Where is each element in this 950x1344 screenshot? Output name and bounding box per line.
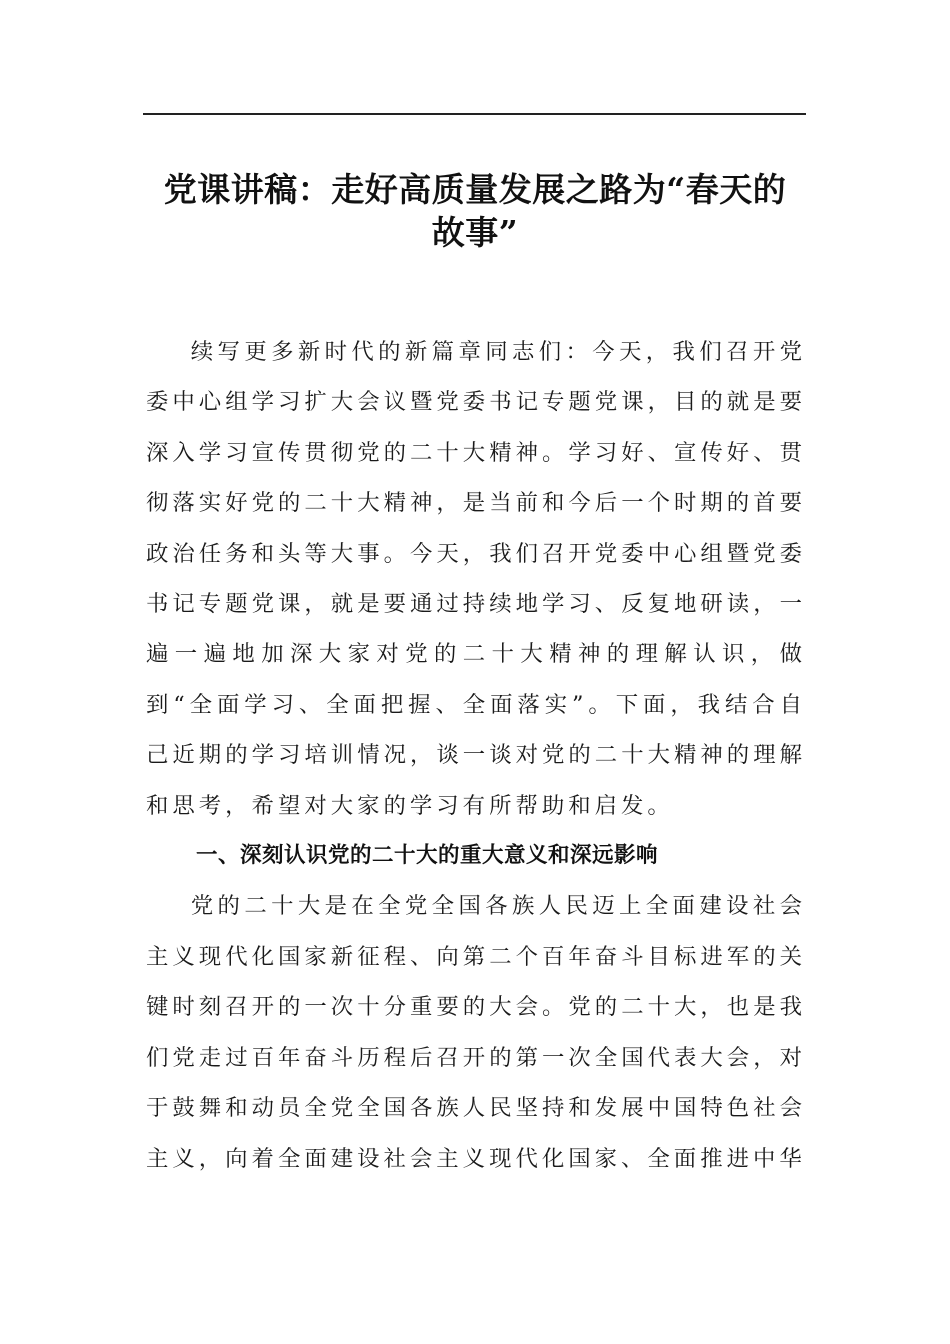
document-body xyxy=(146,327,806,1184)
section-paragraph: 党的二十大是在全党全国各族人民迈上全面建设社会主义现代化国家新征程、向第二个百年奋斗目标进军的关键时刻召开的一次十分重要的大会。党的二十大，也是我们党走过百年奋斗历程后召开的第一次全国代表大会，对于鼓舞和动员全党全国各族人民坚持和发展中国特色社会主义，向着全面建设社会主义现代化国家、全面推进中华 xyxy=(146,893,806,1172)
document-title: 党课讲稿：走好高质量发展之路为“春天的故事” xyxy=(163,170,787,252)
header-rule xyxy=(143,113,806,115)
intro-paragraph: 续写更多新时代的新篇章同志们：今天，我们召开党委中心组学习扩大会议暨党委书记专题党课，目的就是要深入学习宣传贯彻党的二十大精神。学习好、宣传好、贯彻落实好党的二十大精神，是当前和今后一个时期的首要政治任务和头等大事。今天，我们召开党委中心组暨党委书记专题党课，就是要通过持续地学习、反复地研读，一遍一遍地加深大家对党的二十大精神的理解认识，做到“全面学习、全面把握、全面落实”。下面，我结合自己近期的学习培训情况，谈一谈对党的二十大精神的理解和思考，希望对大家的学习有所帮助和启发。 xyxy=(146,339,806,819)
section-heading: 一、深刻认识党的二十大的重大意义和深远影响 xyxy=(196,843,659,869)
